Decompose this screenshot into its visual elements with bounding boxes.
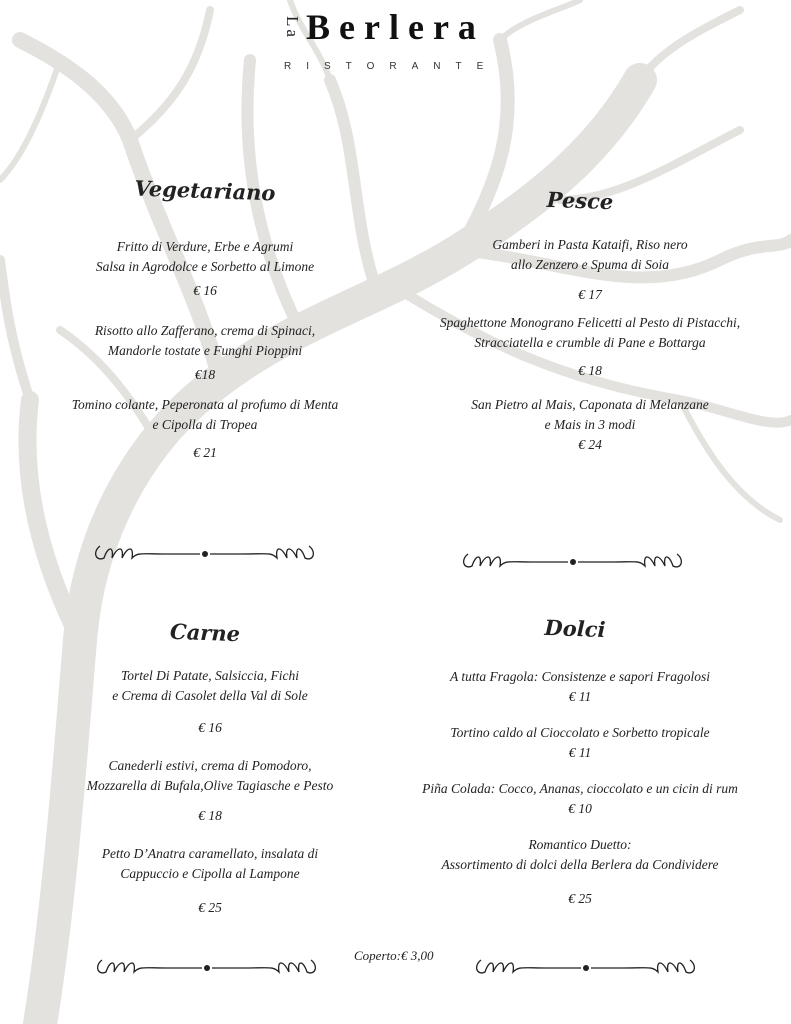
menu-item: [380, 667, 780, 723]
logo-la: La: [282, 16, 302, 40]
item-line: Salsa in Agrodolce e Sorbetto al Limone: [95, 259, 315, 274]
menu-item: [30, 844, 390, 918]
menu-item: [30, 756, 390, 844]
item-line: Stracciatella e crumble di Pane e Bottarga: [474, 335, 706, 350]
item-price: € 24: [578, 437, 602, 452]
item-line: Cappuccio e Cipolla al Lampone: [120, 866, 300, 881]
item-line: Canederli estivi, crema di Pomodoro,: [108, 758, 312, 773]
item-price: € 16: [198, 720, 222, 735]
carne-items: [30, 666, 390, 918]
item-line: Risotto allo Zafferano, crema di Spinaci,: [94, 323, 316, 338]
item-line: Mandorle tostate e Funghi Pioppini: [107, 343, 303, 358]
item-price: € 11: [568, 745, 592, 760]
item-line: Spaghettone Monograno Felicetti al Pesto di Pistacchi,: [439, 315, 741, 330]
section-title-dolci: Dolci: [544, 614, 606, 643]
item-price: € 18: [198, 808, 222, 823]
item-price: € 17: [578, 287, 602, 302]
item-line: allo Zenzero e Spuma di Soia: [510, 257, 670, 272]
divider-ornament: [473, 952, 698, 982]
menu-item: [380, 723, 780, 779]
item-line: Fritto di Verdure, Erbe e Agrumi: [116, 239, 294, 254]
restaurant-logo: [278, 6, 518, 76]
item-price: € 18: [578, 363, 602, 378]
menu-item: [20, 395, 390, 463]
menu-item: [20, 321, 390, 395]
item-price: € 10: [568, 801, 592, 816]
item-price: €18: [194, 367, 216, 382]
item-line: Petto D’Anatra caramellato, insalata di: [101, 846, 319, 861]
item-price: € 25: [198, 900, 222, 915]
coperto-charge: Coperto:€ 3,00: [354, 948, 434, 963]
item-line: e Crema di Casolet della Val di Sole: [112, 688, 308, 703]
menu-item: [400, 313, 780, 395]
menu-item: [400, 395, 780, 455]
item-line: Assortimento di dolci della Berlera da Condividere: [441, 857, 719, 872]
divider-ornament: [94, 952, 319, 982]
menu-item: [20, 237, 390, 321]
vegetariano-items: [20, 237, 390, 463]
item-line: Mozzarella di Bufala,Olive Tagiasche e Pesto: [86, 778, 334, 793]
item-line: Tomino colante, Peperonata al profumo di Menta: [71, 397, 339, 412]
item-price: € 11: [568, 689, 592, 704]
item-price: € 21: [193, 445, 217, 460]
logo-subtitle: RISTORANTE: [284, 61, 499, 72]
item-price: € 25: [568, 891, 592, 906]
item-line: Romantico Duetto:: [528, 837, 632, 852]
item-line: Piña Colada: Cocco, Ananas, cioccolato e un cicin di rum: [422, 781, 738, 796]
dolci-items: [380, 667, 780, 909]
divider-ornament: [460, 546, 685, 576]
section-title-vegetariano: Vegetariano: [134, 175, 276, 206]
section-title-pesce: Pesce: [546, 186, 614, 215]
menu-item: [30, 666, 390, 756]
menu-item: [380, 779, 780, 835]
item-line: e Cipolla di Tropea: [152, 417, 258, 432]
item-line: Gamberi in Pasta Kataifi, Riso nero: [492, 237, 688, 252]
section-title-carne: Carne: [169, 618, 241, 647]
item-price: € 16: [193, 283, 217, 298]
menu-item: [380, 835, 780, 909]
item-line: A tutta Fragola: Consistenze e sapori Fragolosi: [449, 669, 710, 684]
item-line: e Mais in 3 modi: [544, 417, 636, 432]
pesce-items: [400, 235, 780, 455]
item-line: San Pietro al Mais, Caponata di Melanzane: [471, 397, 709, 412]
item-line: Tortino caldo al Cioccolato e Sorbetto tropicale: [450, 725, 710, 740]
item-line: Tortel Di Patate, Salsiccia, Fichi: [121, 668, 299, 683]
divider-ornament: [92, 538, 317, 568]
menu-item: [400, 235, 780, 313]
logo-brand: Berlera: [306, 7, 485, 47]
